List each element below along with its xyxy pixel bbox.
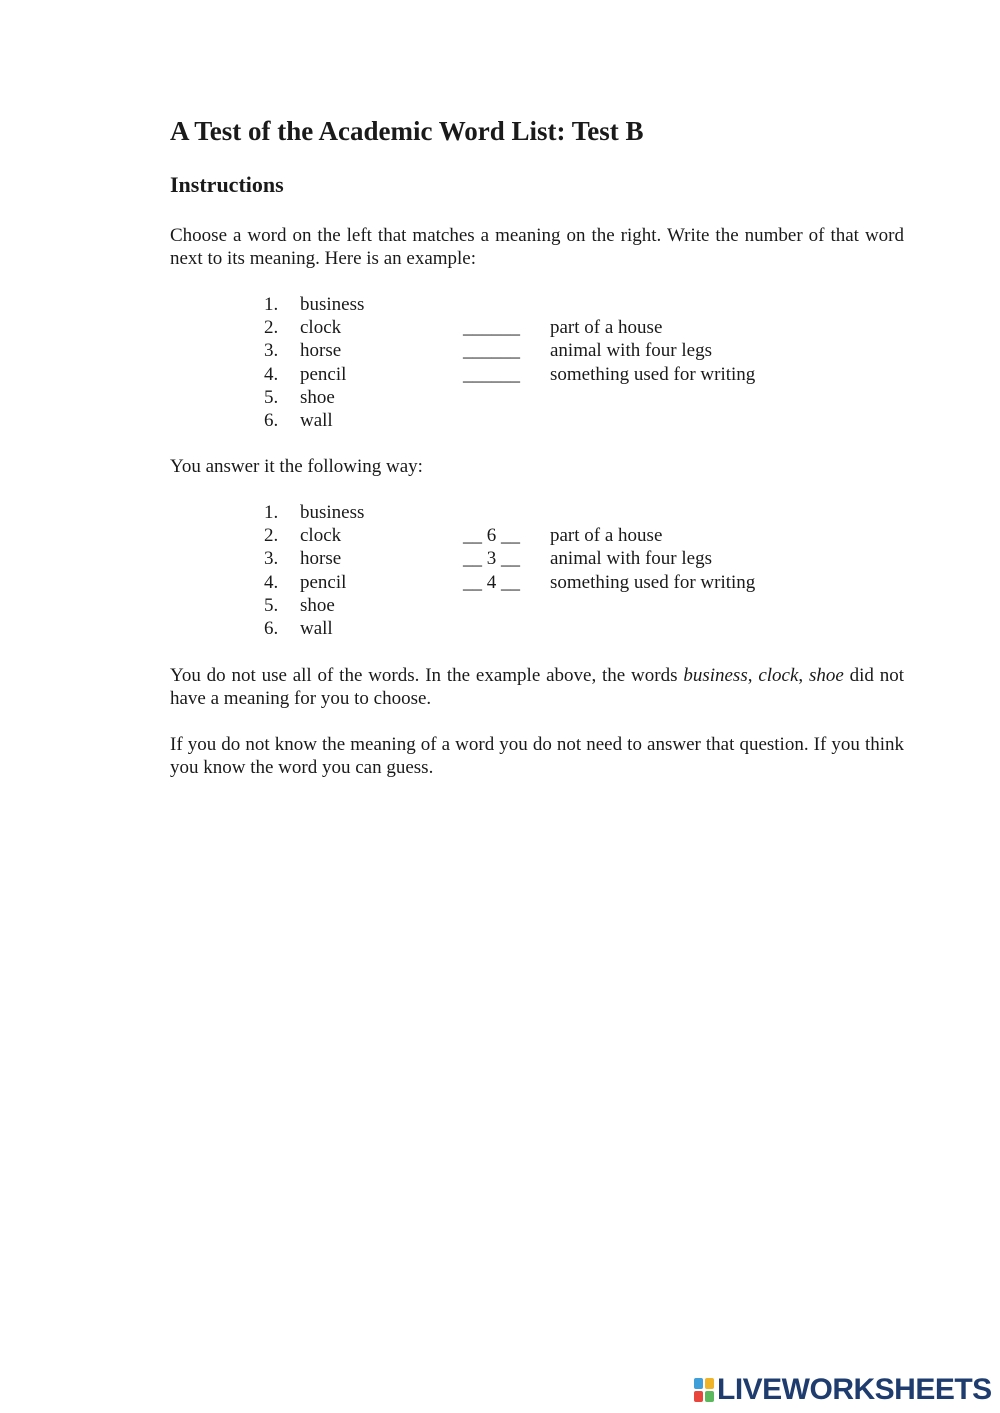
note-separator: , bbox=[747, 665, 759, 686]
logo-icon bbox=[694, 1378, 714, 1402]
unused-words-note bbox=[170, 664, 904, 710]
item-word: clock bbox=[300, 525, 342, 547]
intro-paragraph: Choose a word on the left that matches a meaning on the right. Write the number of that word next to its meaning. Here is an example: bbox=[170, 225, 904, 269]
page-title: A Test of the Academic Word List: Test B bbox=[170, 116, 644, 146]
item-word: horse bbox=[300, 548, 342, 570]
item-number: 2. bbox=[264, 525, 279, 547]
answered-word-list bbox=[0, 501, 1000, 640]
item-number: 5. bbox=[264, 386, 279, 408]
item-word: shoe bbox=[300, 594, 335, 616]
note-text: did not have a meaning for you to choose. bbox=[170, 665, 904, 709]
item-meaning: animal with four legs bbox=[550, 340, 712, 362]
logo-square bbox=[705, 1391, 714, 1402]
answer-blank: __ 3 __ bbox=[463, 548, 520, 570]
logo-square bbox=[705, 1378, 714, 1389]
logo-square bbox=[694, 1378, 703, 1389]
item-number: 4. bbox=[264, 571, 279, 593]
item-word: pencil bbox=[300, 363, 347, 385]
item-number: 1. bbox=[264, 502, 279, 523]
answer-blank[interactable]: ______ bbox=[463, 317, 520, 339]
item-meaning: animal with four legs bbox=[550, 548, 712, 570]
example-word: business bbox=[683, 665, 748, 686]
list-item bbox=[0, 339, 1000, 362]
item-meaning: something used for writing bbox=[550, 363, 756, 385]
answer-blank[interactable]: ______ bbox=[463, 363, 520, 385]
item-number: 6. bbox=[264, 409, 279, 431]
item-number: 3. bbox=[264, 340, 279, 362]
liveworksheets-logo bbox=[694, 1374, 992, 1406]
item-meaning: part of a house bbox=[550, 317, 663, 339]
answer-blank[interactable]: ______ bbox=[463, 340, 520, 362]
note-separator: , bbox=[798, 665, 809, 686]
item-word: wall bbox=[300, 617, 333, 639]
guess-note: If you do not know the meaning of a word you do not need to answer that question. If you think you know the word you can guess. bbox=[170, 734, 904, 778]
item-number: 1. bbox=[264, 294, 279, 315]
logo-square bbox=[694, 1391, 703, 1402]
answer-intro: You answer it the following way: bbox=[170, 456, 423, 477]
item-number: 3. bbox=[264, 548, 279, 570]
answer-blank: __ 4 __ bbox=[463, 571, 520, 593]
section-heading: Instructions bbox=[170, 172, 284, 197]
item-word: business bbox=[300, 294, 365, 315]
item-word: clock bbox=[300, 317, 342, 339]
item-word: wall bbox=[300, 409, 333, 431]
list-item bbox=[0, 363, 1000, 386]
item-number: 4. bbox=[264, 363, 279, 385]
list-item bbox=[0, 594, 1000, 617]
list-item bbox=[0, 386, 1000, 409]
list-item bbox=[0, 617, 1000, 640]
item-word: business bbox=[300, 502, 365, 523]
example-word-list bbox=[0, 293, 1000, 432]
item-word: pencil bbox=[300, 571, 347, 593]
list-item bbox=[0, 501, 1000, 524]
item-number: 6. bbox=[264, 617, 279, 639]
list-item bbox=[0, 316, 1000, 339]
logo-text: LIVEWORKSHEETS bbox=[717, 1373, 992, 1406]
item-word: horse bbox=[300, 340, 342, 362]
item-word: shoe bbox=[300, 386, 335, 408]
example-word: shoe bbox=[808, 665, 844, 686]
list-item bbox=[0, 409, 1000, 432]
item-meaning: part of a house bbox=[550, 525, 663, 547]
list-item bbox=[0, 547, 1000, 570]
list-item bbox=[0, 571, 1000, 594]
example-word: clock bbox=[758, 665, 799, 686]
list-item bbox=[0, 293, 1000, 316]
answer-blank: __ 6 __ bbox=[463, 525, 520, 547]
note-text: You do not use all of the words. In the example above, the words bbox=[170, 665, 684, 686]
item-meaning: something used for writing bbox=[550, 571, 756, 593]
list-item bbox=[0, 524, 1000, 547]
item-number: 2. bbox=[264, 317, 279, 339]
item-number: 5. bbox=[264, 594, 279, 616]
